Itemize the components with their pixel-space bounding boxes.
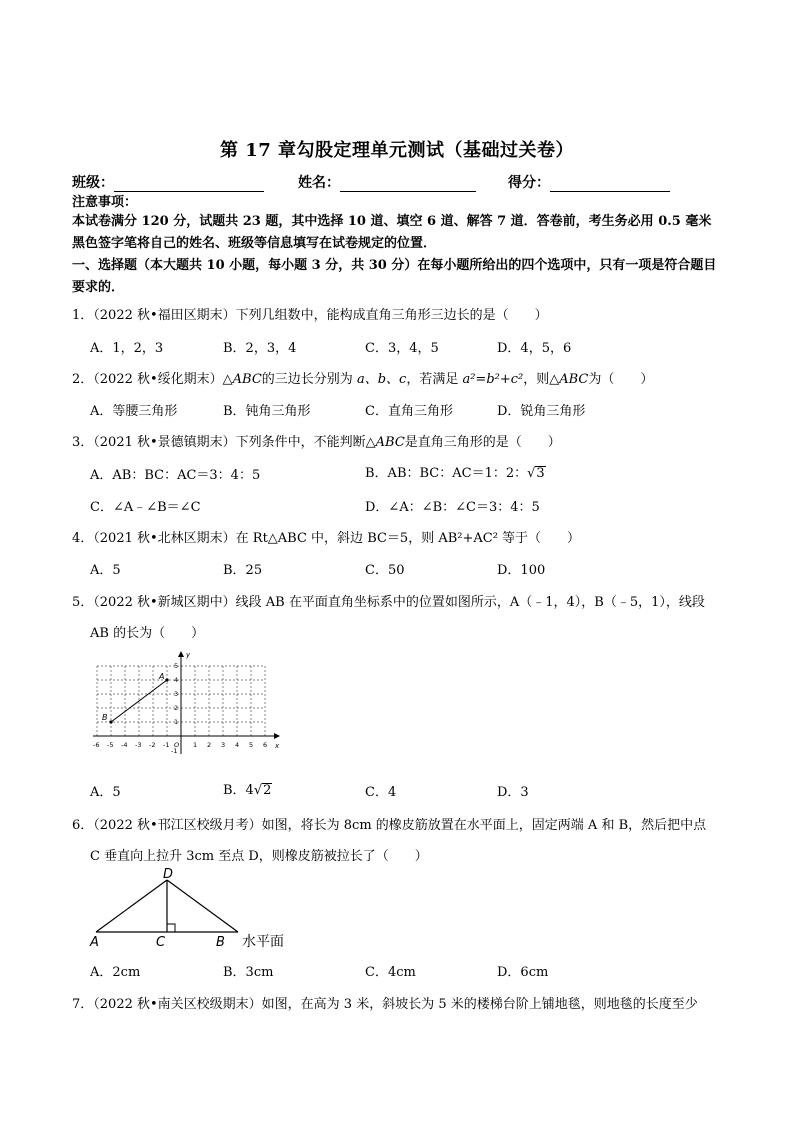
q5-option-c[interactable]: C．4 [365, 785, 397, 800]
origin-label: O [174, 741, 180, 749]
q3-pre: 3．（2021 秋•景德镇期末）下列条件中，不能判断△ [72, 435, 376, 450]
q4-option-b[interactable]: B．25 [223, 563, 263, 578]
q3-option-d[interactable]: D．∠A：∠B：∠C＝3：4：5 [365, 500, 540, 515]
class-blank[interactable] [114, 177, 264, 192]
question-6-line-2: C 垂直向上拉升 3cm 至点 D，则橡皮筋被拉长了（ ） [90, 849, 428, 864]
q1-option-b[interactable]: B．2，3，4 [223, 341, 297, 356]
x-axis-arrow-icon [274, 733, 280, 739]
segment-ad [96, 880, 167, 932]
q6-option-d[interactable]: D．6cm [497, 965, 549, 980]
label-c: C [156, 935, 166, 950]
x-tick: -4 [121, 741, 128, 749]
sqrt-symbol: √3 [527, 466, 545, 481]
axes [93, 655, 274, 754]
x-tick: 1 [193, 741, 198, 749]
x-axis-label: x [275, 742, 280, 750]
y-tick: 2 [174, 704, 179, 712]
label-d: D [163, 867, 174, 882]
question-5-line-1: 5．（2022 秋•新城区期中）线段 AB 在平面直角坐标系中的位置如图所示，A（﹣1，4），B（﹣5，1），线段 [72, 595, 705, 610]
q1-option-c[interactable]: C．3，4，5 [365, 341, 439, 356]
score-label: 得分： [508, 175, 550, 191]
y-tick: 1 [174, 718, 179, 726]
q4-option-a[interactable]: A．5 [90, 563, 121, 578]
y-axis-arrow-icon [178, 651, 184, 657]
x-tick-labels [93, 741, 267, 749]
q4-option-d[interactable]: D．100 [497, 563, 546, 578]
q6-option-a[interactable]: A．2cm [90, 965, 141, 980]
class-label: 班级： [72, 175, 114, 191]
x-tick: -1 [163, 741, 170, 749]
y-tick: 3 [174, 690, 179, 698]
question-4: 4．（2021 秋•北林区期末）在 Rt△ABC 中，斜边 BC＝5，则 AB²+AC² 等于（ ） [72, 531, 581, 546]
q2-option-a[interactable]: A．等腰三角形 [90, 404, 178, 419]
notes-heading: 注意事项： [72, 195, 138, 210]
y-tick: 4 [174, 676, 179, 684]
point-b-label: B [102, 713, 108, 722]
name-label: 姓名： [298, 175, 340, 191]
surface-label: 水平面 [242, 934, 284, 950]
q3-abc: ABC [375, 435, 405, 450]
x-tick: 6 [263, 741, 268, 749]
q2-option-c[interactable]: C．直角三角形 [365, 404, 453, 419]
notes-body: 本试卷满分 120 分，试题共 23 题，其中选择 10 道、填空 6 道、解答 7 道．答卷前，考生务必用 0.5 毫米黑色签字笔将自己的姓名、班级等信息填写在试卷规定的位置． [72, 214, 712, 251]
name-field [298, 172, 476, 192]
q5-option-d[interactable]: D．3 [497, 785, 529, 800]
q5-option-b-text: B．4 [223, 783, 254, 798]
rubber-band-figure [86, 866, 316, 950]
q2-end: 为（ ） [588, 372, 654, 387]
q1-option-d[interactable]: D．4，5，6 [497, 341, 572, 356]
q2-option-d[interactable]: D．锐角三角形 [497, 404, 586, 419]
q3-option-c[interactable]: C．∠A﹣∠B＝∠C [90, 500, 201, 515]
q4-option-c[interactable]: C．50 [365, 563, 405, 578]
x-tick: -5 [107, 741, 114, 749]
x-tick: 4 [235, 741, 240, 749]
name-blank[interactable] [340, 177, 476, 192]
q6-option-b[interactable]: B．3cm [223, 965, 274, 980]
y-tick: -1 [171, 747, 178, 755]
y-tick: 5 [174, 662, 179, 670]
segment-db [167, 880, 238, 932]
x-tick: 5 [249, 741, 254, 749]
q3-option-a[interactable]: A．AB：BC：AC＝3：4：5 [90, 468, 261, 483]
question-2 [72, 368, 732, 387]
x-tick: -3 [135, 741, 142, 749]
q5-option-b[interactable] [223, 779, 272, 798]
q2-abc: ABC [232, 372, 262, 387]
exam-title: 第 17 章勾股定理单元测试（基础过关卷） [219, 140, 575, 161]
q3-end: 是直角三角形的是（ ） [404, 435, 561, 450]
q2-mid: 的三边长分别为 [261, 372, 353, 387]
sqrt-symbol: √2 [253, 783, 272, 798]
question-6-line-1: 6．（2022 秋•邗江区校级月考）如图，将长为 8cm 的橡皮筋放置在水平面上，固定两端 A 和 B，然后把中点 [72, 818, 707, 833]
q3-option-b-radicand: 3 [536, 466, 545, 481]
question-3 [72, 431, 732, 450]
class-field [72, 172, 264, 192]
q2-abc-2: ABC [559, 372, 589, 387]
q5-option-a[interactable]: A．5 [90, 785, 121, 800]
x-tick: 2 [207, 741, 212, 749]
label-b: B [216, 935, 225, 950]
q1-option-a[interactable]: A．1，2，3 [90, 341, 164, 356]
section-heading: 一、选择题（本大题共 10 小题，每小题 3 分，共 30 分）在每小题所给出的四个选项中，只有一项是符合题目要求的． [72, 258, 717, 295]
q2-eq: a²=b²+c² [462, 372, 524, 387]
q3-option-b[interactable] [365, 462, 546, 481]
q2-mid3: ，则△ [523, 372, 560, 387]
q3-option-b-text: B．AB：BC：AC＝1：2： [365, 466, 528, 481]
question-7: 7．（2022 秋•南关区校级期末）如图，在高为 3 米，斜坡长为 5 米的楼梯台阶上铺地毯，则地毯的长度至少 [72, 997, 698, 1012]
point-b-marker [109, 720, 112, 723]
q6-option-c[interactable]: C．4cm [365, 965, 416, 980]
x-tick: -2 [149, 741, 156, 749]
y-axis-label: y [186, 651, 191, 659]
q2-mid2: ，若满足 [406, 372, 459, 387]
q5-option-b-radicand: 2 [263, 783, 272, 798]
question-5-line-2: AB 的长为（ ） [90, 626, 205, 641]
label-a: A [90, 935, 99, 950]
point-a-label: A [159, 672, 165, 681]
question-1: 1．（2022 秋•福田区期末）下列几组数中，能构成直角三角形三边长的是（ ） [72, 308, 548, 323]
point-a-marker [165, 678, 168, 681]
score-field [508, 172, 670, 192]
right-angle-icon [167, 924, 175, 932]
x-tick: -6 [93, 741, 100, 749]
score-blank[interactable] [550, 177, 670, 192]
x-tick: 3 [221, 741, 226, 749]
q2-option-b[interactable]: B．钝角三角形 [223, 404, 311, 419]
coordinate-graph [88, 650, 288, 760]
q2-vars: a、b、c [356, 372, 407, 387]
q2-pre: 2．（2022 秋•绥化期末）△ [72, 372, 233, 387]
